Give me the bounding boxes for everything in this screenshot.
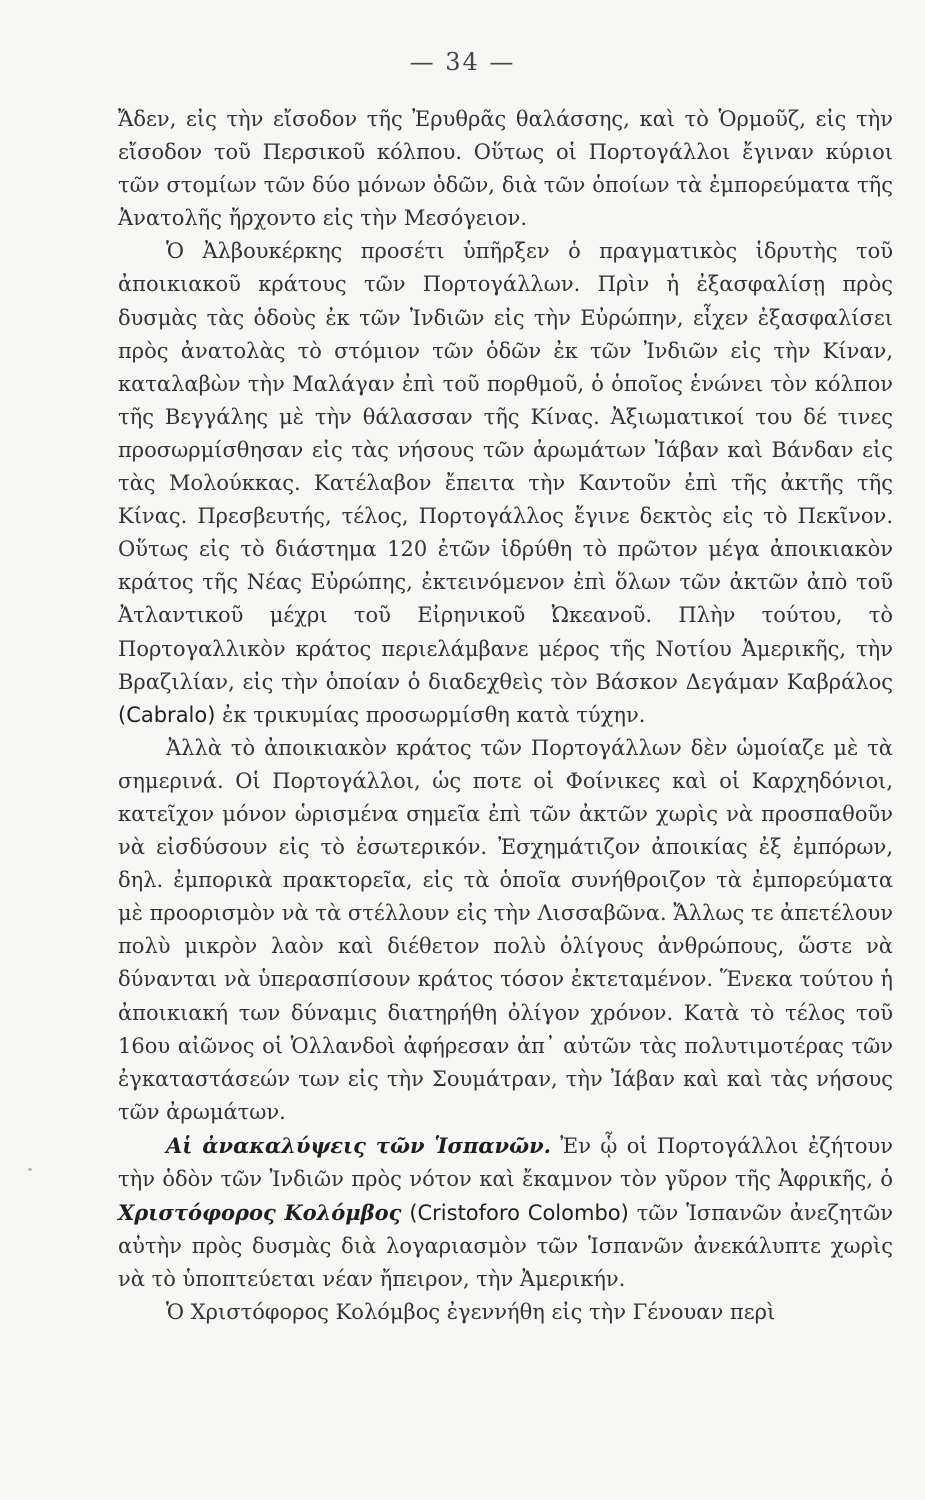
paragraph-2-text: Ὁ Ἀλβουκέρκης προσέτι ὑπῆρξεν ὁ πραγματικὸς ἱδρυτὴς τοῦ ἀποικιακοῦ κράτους τῶν Πορτογάλλων. Πρὶν ἡ ἐξασφαλίσῃ πρὸς δυσμὰς τὰς ὁδοὺς ἐκ τῶν Ἰνδιῶν εἰς τὴν Εὐρώπην, εἶχεν ἐξασφαλίσει πρὸς ἀνατολὰς τὸ στόμιον τῶν ὁδῶν ἐκ τῶν Ἰνδιῶν εἰς τὴν Κίναν, καταλαβὼν τὴν Μαλάγαν ἐπὶ τοῦ πορθμοῦ, ὁ ὁποῖος ἑνώνει τὸν κόλπον τῆς Βεγγάλης μὲ τὴν θάλασσαν τῆς Κίνας. Ἀξιωματικοί του δέ τινες προσωρμίσθησαν εἰς τὰς νήσους τῶν ἀρωμάτων Ἰάβαν καὶ Βάνδαν εἰς τὰς Μολούκκας. Κατέλαβον ἔπειτα τὴν Καντοῦν ἐπὶ τῆς ἀκτῆς τῆς Κίνας. Πρεσβευτής, τέλος, Πορτογάλλος ἔγινε δεκτὸς εἰς τὸ Πεκῖνον. Οὕτως εἰς τὸ διάστημα 120 ἐτῶν ἱδρύθη τὸ πρῶτον μέγα ἀποικιακὸν κράτος τῆς Νέας Εὐρώπης, ἐκτεινόμενον ἐπὶ ὅλων τῶν ἀκτῶν ἀπὸ τοῦ Ἀτλαντικοῦ μέχρι τοῦ Εἰρηνικοῦ Ὠκεανοῦ. Πλὴν τούτου, τὸ Πορτογαλλικὸν κράτος περιελάμβανε μέρος τῆς Νοτίου Ἀμερικῆς, τὴν Βραζιλίαν, εἰς τὴν ὁποίαν ὁ διαδεχθεὶς τὸν Βάσκον Δεγάμαν Καβράλος	[118, 239, 893, 694]
paragraph-3-text: Ἀλλὰ τὸ ἀποικιακὸν κράτος τῶν Πορτογάλλων δὲν ὡμοίαζε μὲ τὰ σημερινά. Οἱ Πορτογάλλοι, ὡς ποτε οἱ Φοίνικες καὶ οἱ Καρχηδόνιοι, κατεῖχον μόνον ὡρισμένα σημεῖα ἐπὶ τῶν ἀκτῶν χωρὶς νὰ προσπαθοῦν νὰ εἰσδύσουν εἰς τὸ ἐσωτερικόν. Ἐσχημάτιζον ἀποικίας ἐξ ἐμπόρων, δηλ. ἐμπορικὰ πρακτορεῖα, εἰς τὰ ὁποῖα συνήθροιζον τὰ ἐμπορεύματα μὲ προορισμὸν νὰ τὰ στέλλουν εἰς τὴν Λισσαβῶνα. Ἄλλως τε ἀπετέλουν πολὺ μικρὸν λαὸν καὶ διέθετον πολὺ ὀλίγους ἀνθρώπους, ὥστε νὰ δύνανται νὰ ὑπερασπίσουν κράτος τόσον ἐκτεταμένον. Ἕνεκα τούτου ἡ ἀποικιακή των δύναμις διατηρήθη ὀλίγον χρόνον. Κατὰ τὸ τέλος τοῦ 16ου αἰῶνος οἱ Ὁλλανδοὶ ἀφήρεσαν ἀπ᾽ αὐτῶν τὰς πολυτιμοτέρας τῶν ἐγκαταστάσεών των εἰς τὴν Σουμάτραν, τὴν Ἰάβαν καὶ καὶ τὰς νήσους τῶν ἀρωμάτων.	[118, 735, 893, 1124]
paragraph-3	[118, 732, 893, 1129]
paragraph-2-latin: (Cabralo)	[118, 702, 216, 727]
paragraph-4-text: Ἐν ᾧ οἱ Πορτογάλλοι ἐζήτουν τὴν ὁδὸν τῶν Ἰνδιῶν πρὸς νότον καὶ ἔκαμνον τὸν γῦρον τῆς Ἀφρικῆς, ὁ	[118, 1133, 893, 1191]
paragraph-4-text-after: τῶν Ἱσπανῶν ἀνεζητῶν αὐτὴν πρὸς δυσμὰς διὰ λογαριασμὸν τῶν Ἱσπανῶν ἀνεκάλυπτε χωρὶς νὰ τὸ ὑποπτεύεται νέαν ἤπειρον, τὴν Ἀμερικήν.	[118, 1201, 894, 1292]
paragraph-5	[118, 1296, 893, 1329]
section-heading: Αἱ ἀνακαλύψεις τῶν Ἱσπανῶν.	[166, 1132, 551, 1158]
paragraph-1-text: Ἄδεν, εἰς τὴν εἴσοδον τῆς Ἐρυθρᾶς θαλάσσης, καὶ τὸ Ὁρμοῦζ, εἰς τὴν εἴσοδον τοῦ Περσικοῦ κόλπου. Οὕτως οἱ Πορτογάλλοι ἔγιναν κύριοι τῶν στομίων τῶν δύο μόνων ὁδῶν, διὰ τῶν ὁποίων τὰ ἐμπορεύματα τῆς Ἀνατολῆς ἤρχοντο εἰς τὴν Μεσόγειον.	[118, 107, 893, 231]
paragraph-4-latin: (Cristoforo Colombo)	[409, 1201, 629, 1226]
paragraph-2	[118, 235, 893, 731]
paragraph-4	[118, 1129, 893, 1296]
paper-speck	[28, 1168, 32, 1171]
paragraph-5-text: Ὁ Χριστόφορος Κολόμβος ἐγεννήθη εἰς τὴν Γένουαν περὶ	[166, 1300, 776, 1325]
page-number: — 34 —	[409, 48, 516, 76]
paragraph-2-text-after: ἐκ τρικυμίας προσωρμίσθη κατὰ τύχην.	[222, 702, 646, 727]
body-text	[118, 103, 893, 1329]
paragraph-1	[118, 103, 893, 235]
person-name: Χριστόφορος Κολόμβος	[118, 1200, 402, 1226]
